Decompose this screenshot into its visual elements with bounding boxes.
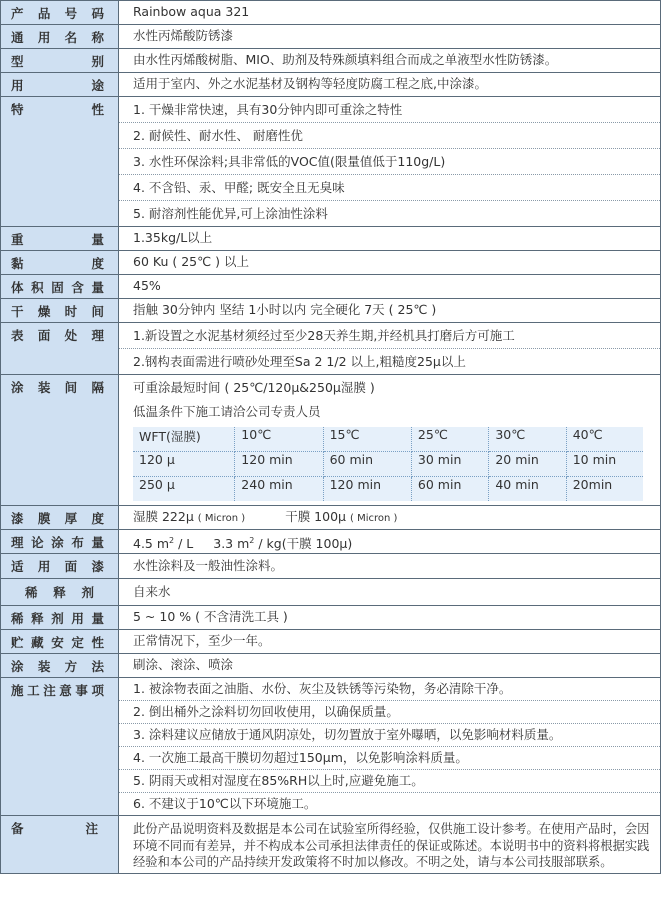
value-common-name: 水性丙烯酸防锈漆 [119, 25, 661, 49]
label-features: 特 性 [1, 97, 119, 227]
value-drying: 指触 30分钟内 坚结 1小时以内 完全硬化 7天 ( 25℃ ) [119, 299, 661, 323]
row-precautions [1, 678, 661, 816]
label-weight: 重 量 [1, 227, 119, 251]
row-viscosity [1, 251, 661, 275]
label-solids: 体 积 固 含 量 [1, 275, 119, 299]
label-thinner: 稀 释 剂 [1, 579, 119, 606]
row-type [1, 49, 661, 73]
interval-header-row [133, 427, 643, 452]
value-topcoat: 水性涂料及一般油性涂料。 [119, 554, 661, 579]
value-thinner-ratio: 5 ~ 10 % ( 不含清洗工具 ) [119, 606, 661, 630]
interval-cell: 120 min [323, 477, 411, 502]
value-remarks: 此份产品说明资料及数据是本公司在试验室所得经验，仅供施工设计参考。在使用产品时，会因环境不同而有差异，并不构成本公司承担法律责任的保证或陈述。本说明书中的资料将根据实践经验和本公司的产品持续开发政策将不时加以修改。不明之处，请与本公司技服部联系。 [119, 816, 661, 874]
interval-cell: 20 min [489, 452, 566, 477]
feature-4: 4. 不含铅、汞、甲醛; 既安全且无臭味 [119, 175, 660, 201]
interval-cell: 60 min [323, 452, 411, 477]
precaution-5: 5. 阴雨天或相对湿度在85%RH以上时,应避免施工。 [119, 770, 660, 793]
row-usage [1, 73, 661, 97]
row-weight [1, 227, 661, 251]
value-surface-prep [119, 323, 661, 375]
label-remarks: 备 注 [1, 816, 119, 874]
interval-cell: 250 μ [133, 477, 235, 502]
row-product-code [1, 1, 661, 25]
value-precautions [119, 678, 661, 816]
label-surface-prep: 表 面 处 理 [1, 323, 119, 375]
precaution-1: 1. 被涂物表面之油脂、水份、灰尘及铁锈等污染物，务必清除干净。 [119, 678, 660, 701]
interval-note-2: 低温条件下施工请洽公司专责人员 [133, 404, 321, 419]
value-coverage: 4.5 $m^2$ / L 3.3 $m^2 / kg$(干膜 100μ) [119, 530, 661, 554]
row-coating-interval [1, 375, 661, 506]
value-usage: 适用于室内、外之水泥基材及钢构等轻度防腐工程之底,中涂漆。 [119, 73, 661, 97]
value-coating-interval [119, 375, 661, 506]
interval-cell: 240 min [235, 477, 323, 502]
interval-row [133, 452, 643, 477]
interval-note-1: 可重涂最短时间 ( 25℃/120μ&250μ湿膜 ) [133, 380, 375, 395]
row-method [1, 654, 661, 678]
row-topcoat [1, 554, 661, 579]
interval-cell: 25℃ [411, 427, 488, 452]
row-remarks [1, 816, 661, 874]
value-viscosity: 60 Ku ( 25℃ ) 以上 [119, 251, 661, 275]
value-method: 刷涂、滚涂、喷涂 [119, 654, 661, 678]
label-coverage: 理 论 涂 布 量 [1, 530, 119, 554]
feature-1: 1. 干燥非常快速，具有30分钟内即可重涂之特性 [119, 97, 660, 123]
feature-2: 2. 耐候性、耐水性、 耐磨性优 [119, 123, 660, 149]
row-thinner [1, 579, 661, 606]
row-solids [1, 275, 661, 299]
interval-cell: 15℃ [323, 427, 411, 452]
feature-3: 3. 水性环保涂料;具非常低的VOC值(限量值低于110g/L) [119, 149, 660, 175]
precaution-4: 4. 一次施工最高干膜切勿超过150μm，以免影响涂料质量。 [119, 747, 660, 770]
value-product-code: Rainbow aqua 321 [119, 1, 661, 25]
label-chars: 产 品 号 码 [11, 5, 104, 21]
precaution-3: 3. 涂料建议应储放于通风阴凉处，切勿置放于室外曝晒，以免影响材料质量。 [119, 724, 660, 747]
row-common-name [1, 25, 661, 49]
interval-table [133, 427, 643, 501]
precaution-2: 2. 倒出桶外之涂料切勿回收使用，以确保质量。 [119, 701, 660, 724]
row-drying [1, 299, 661, 323]
interval-cell: 10 min [566, 452, 643, 477]
row-surface-prep [1, 323, 661, 375]
value-thinner: 自来水 [119, 579, 661, 606]
label-product-code [1, 1, 119, 25]
row-storage [1, 630, 661, 654]
interval-cell: 60 min [411, 477, 488, 502]
label-coating-interval: 涂 装 间 隔 [1, 375, 119, 506]
label-viscosity: 黏 度 [1, 251, 119, 275]
interval-cell: 120 min [235, 452, 323, 477]
value-solids: 45% [119, 275, 661, 299]
row-thinner-ratio [1, 606, 661, 630]
value-weight: 1.35kg/L以上 [119, 227, 661, 251]
interval-cell: 40 min [489, 477, 566, 502]
interval-cell: 30 min [411, 452, 488, 477]
row-features [1, 97, 661, 227]
value-type: 由水性丙烯酸树脂、MIO、助剂及特殊颜填料组合而成之单液型水性防锈漆。 [119, 49, 661, 73]
label-method: 涂 装 方 法 [1, 654, 119, 678]
value-film-thickness: 湿膜 222μ ( Micron ) 干膜 100μ ( Micron ) [119, 506, 661, 530]
label-film-thickness: 漆 膜 厚 度 [1, 506, 119, 530]
label-usage: 用 途 [1, 73, 119, 97]
row-coverage [1, 530, 661, 554]
label-topcoat: 适 用 面 漆 [1, 554, 119, 579]
precaution-6: 6. 不建议于10℃以下环境施工。 [133, 796, 317, 811]
row-film-thickness [1, 506, 661, 530]
label-drying: 干 燥 时 间 [1, 299, 119, 323]
label-type: 型 别 [1, 49, 119, 73]
feature-5: 5. 耐溶剂性能优异,可上涂油性涂料 [133, 206, 328, 221]
label-precautions: 施 工 注 意 事 项 [1, 678, 119, 816]
interval-cell: WFT(湿膜) [133, 427, 235, 452]
interval-cell: 30℃ [489, 427, 566, 452]
surface-prep-2: 2.钢构表面需进行喷砂处理至Sa 2 1/2 以上,粗糙度25μ以上 [133, 354, 466, 369]
label-common-name: 通 用 名 称 [1, 25, 119, 49]
value-features [119, 97, 661, 227]
value-storage: 正常情况下，至少一年。 [119, 630, 661, 654]
surface-prep-1: 1.新设置之水泥基材须经过至少28天养生期,并经机具打磨后方可施工 [119, 323, 660, 349]
interval-cell: 120 μ [133, 452, 235, 477]
interval-cell: 20min [566, 477, 643, 502]
interval-row [133, 477, 643, 502]
label-storage: 贮 藏 安 定 性 [1, 630, 119, 654]
label-thinner-ratio: 稀 释 剂 用 量 [1, 606, 119, 630]
interval-cell: 10℃ [235, 427, 323, 452]
interval-cell: 40℃ [566, 427, 643, 452]
